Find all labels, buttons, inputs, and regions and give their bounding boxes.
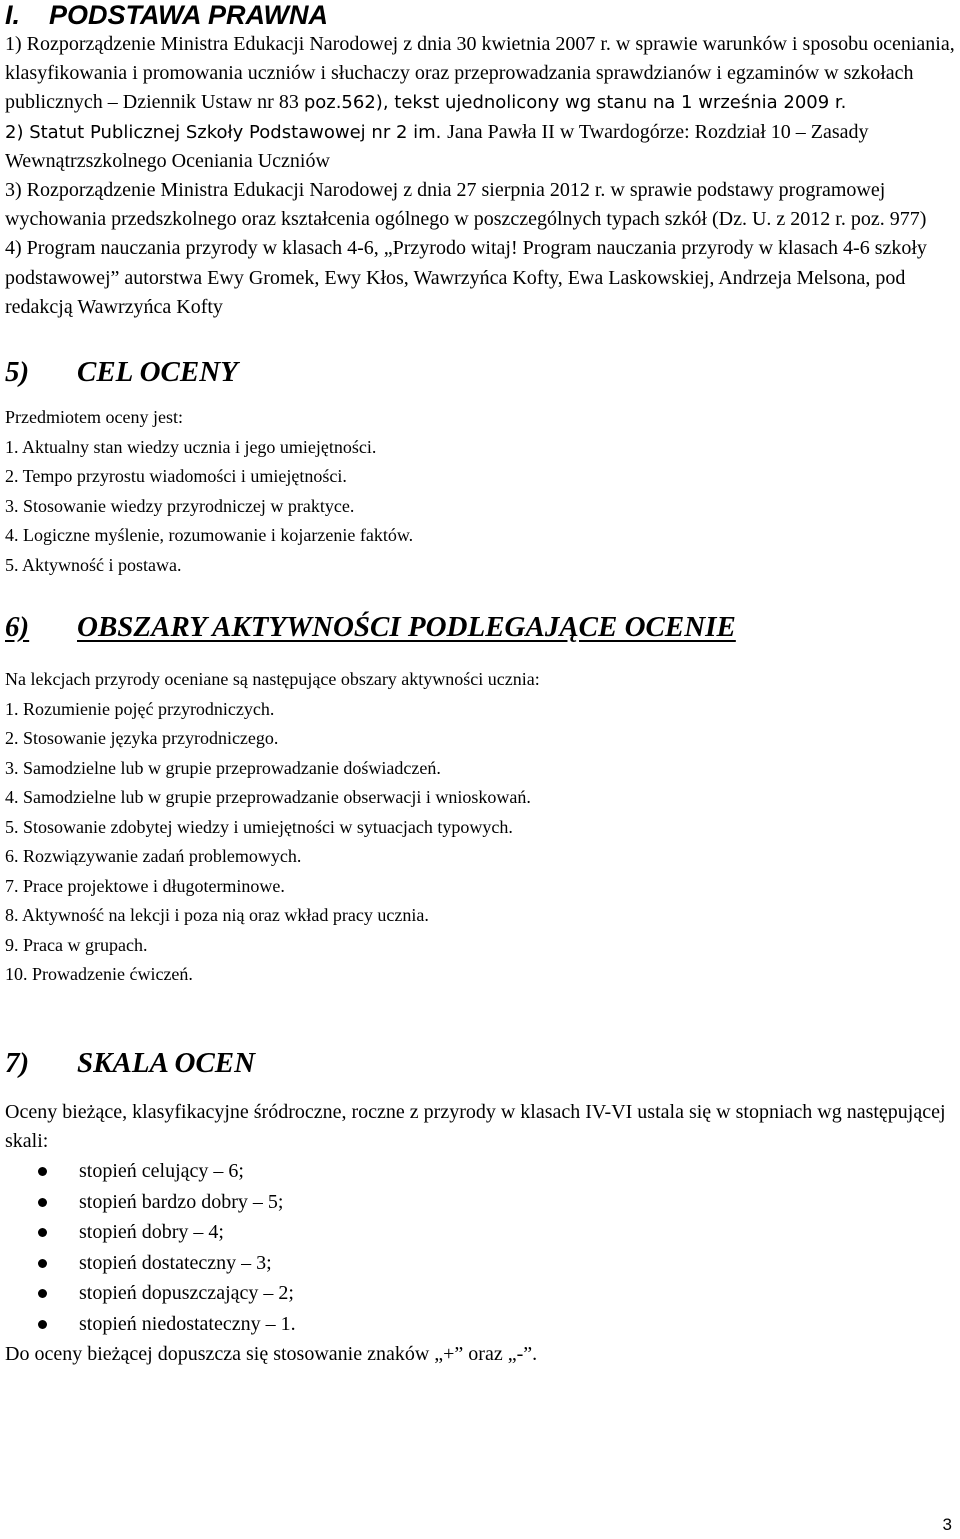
section-5-heading — [5, 355, 955, 389]
section-6-intro: Na lekcjach przyrody oceniane są następujące obszary aktywności ucznia: — [5, 669, 540, 690]
bullet-icon — [38, 1167, 47, 1176]
section-6-item: 4. Samodzielne lub w grupie przeprowadzanie obserwacji i wnioskowań. — [5, 787, 531, 808]
legal-basis-item-1-sans: poz.562), tekst ujednolicony wg stanu na 1 września 2009 r. — [303, 92, 847, 114]
bullet-icon — [38, 1198, 47, 1207]
bullet-icon — [38, 1259, 47, 1268]
section-6-number: 6) — [5, 611, 30, 644]
section-6-item: 1. Rozumienie pojęć przyrodniczych. — [5, 698, 275, 719]
legal-basis-item-2-main: Jana Pawła II w Twardogórze: Rozdział 10 – Zasady Wewnątrzszkolnego Oceniania Uczniów — [5, 120, 869, 172]
section-6-item: 10. Prowadzenie ćwiczeń. — [5, 964, 193, 985]
section-7-intro: Oceny bieżące, klasyfikacyjne śródroczne, roczne z przyrody w klasach IV-VI ustala się w stopniach wg następującej skali: — [5, 1100, 946, 1152]
section-6-title: OBSZARY AKTYWNOŚCI PODLEGAJĄCE OCENIE — [77, 611, 736, 644]
grade-item: stopień celujący – 6; — [5, 1156, 955, 1187]
section-7-title: SKALA OCEN — [77, 1046, 256, 1079]
section-5-number: 5) — [5, 356, 30, 389]
section-7-heading — [5, 1046, 955, 1080]
section-6-heading — [5, 610, 955, 644]
section-5-item: 1. Aktualny stan wiedzy ucznia i jego umiejętności. — [5, 436, 377, 457]
section-7-footer: Do oceny bieżącej dopuszcza się stosowanie znaków „+” oraz „-”. — [5, 1342, 538, 1365]
grade-item: stopień niedostateczny – 1. — [5, 1309, 955, 1340]
section-7-number: 7) — [5, 1046, 30, 1079]
section-1-heading — [5, 0, 955, 30]
section-1-number: I. — [5, 0, 21, 30]
section-5-title: CEL OCENY — [77, 356, 238, 389]
section-5-item: 5. Aktywność i postawa. — [5, 554, 182, 575]
section-5-item: 2. Tempo przyrostu wiadomości i umiejętności. — [5, 466, 347, 487]
grade-item: stopień dobry – 4; — [5, 1217, 955, 1248]
section-1-title: PODSTAWA PRAWNA — [49, 0, 329, 30]
bullet-icon — [38, 1228, 47, 1237]
section-5-intro: Przedmiotem oceny jest: — [5, 407, 183, 428]
section-6-item: 7. Prace projektowe i długoterminowe. — [5, 875, 285, 896]
legal-basis-item-2 — [5, 118, 955, 176]
section-6-item: 3. Samodzielne lub w grupie przeprowadzanie doświadczeń. — [5, 757, 441, 778]
grade-item: stopień dostateczny – 3; — [5, 1248, 955, 1279]
legal-basis-item-4: 4) Program nauczania przyrody w klasach 4-6, „Przyrodo witaj! Program nauczania przyrody w klasach 4-6 szkoły podstawowej” autorstwa Ewy Gromek, Ewy Kłos, Wawrzyńca Kofty, Ewa Laskowskiej, Andrzeja Melsona, pod redakcją Wawrzyńca Kofty — [5, 237, 927, 318]
bullet-icon — [38, 1289, 47, 1298]
section-6-item: 9. Praca w grupach. — [5, 934, 148, 955]
section-5-item: 3. Stosowanie wiedzy przyrodniczej w praktyce. — [5, 495, 355, 516]
page-number: 3 — [942, 1515, 952, 1534]
section-5-item: 4. Logiczne myślenie, rozumowanie i kojarzenie faktów. — [5, 525, 414, 546]
section-6-item: 8. Aktywność na lekcji i poza nią oraz wkład pracy ucznia. — [5, 905, 429, 926]
section-6-item: 5. Stosowanie zdobytej wiedzy i umiejętności w sytuacjach typowych. — [5, 816, 513, 837]
legal-basis-item-3: 3) Rozporządzenie Ministra Edukacji Narodowej z dnia 27 sierpnia 2012 r. w sprawie podstawy programowej wychowania przedszkolnego oraz kształcenia ogólnego w poszczególnych typach szkół (Dz. U. z 2012 r. poz. 977) — [5, 179, 927, 231]
legal-basis-item-2-sans: 2) Statut Publicznej Szkoły Podstawowej nr 2 im. — [5, 121, 448, 143]
grade-scale-list — [5, 1156, 955, 1340]
document-page — [5, 0, 955, 1369]
legal-basis-item-1 — [5, 30, 955, 118]
grade-item: stopień bardzo dobry – 5; — [5, 1187, 955, 1218]
bullet-icon — [38, 1320, 47, 1329]
legal-basis-item-1-main: 1) Rozporządzenie Ministra Edukacji Narodowej z dnia 30 kwietnia 2007 r. w sprawie warunków i sposobu oceniania, klasyfikowania i promowania uczniów i słuchaczy oraz przeprowadzania sprawdzianów i egzaminów w szkołach publicznych – Dziennik Ustaw nr 83 — [5, 33, 955, 114]
section-6-item: 2. Stosowanie języka przyrodniczego. — [5, 728, 279, 749]
section-6-item: 6. Rozwiązywanie zadań problemowych. — [5, 846, 302, 867]
grade-item: stopień dopuszczający – 2; — [5, 1278, 955, 1309]
